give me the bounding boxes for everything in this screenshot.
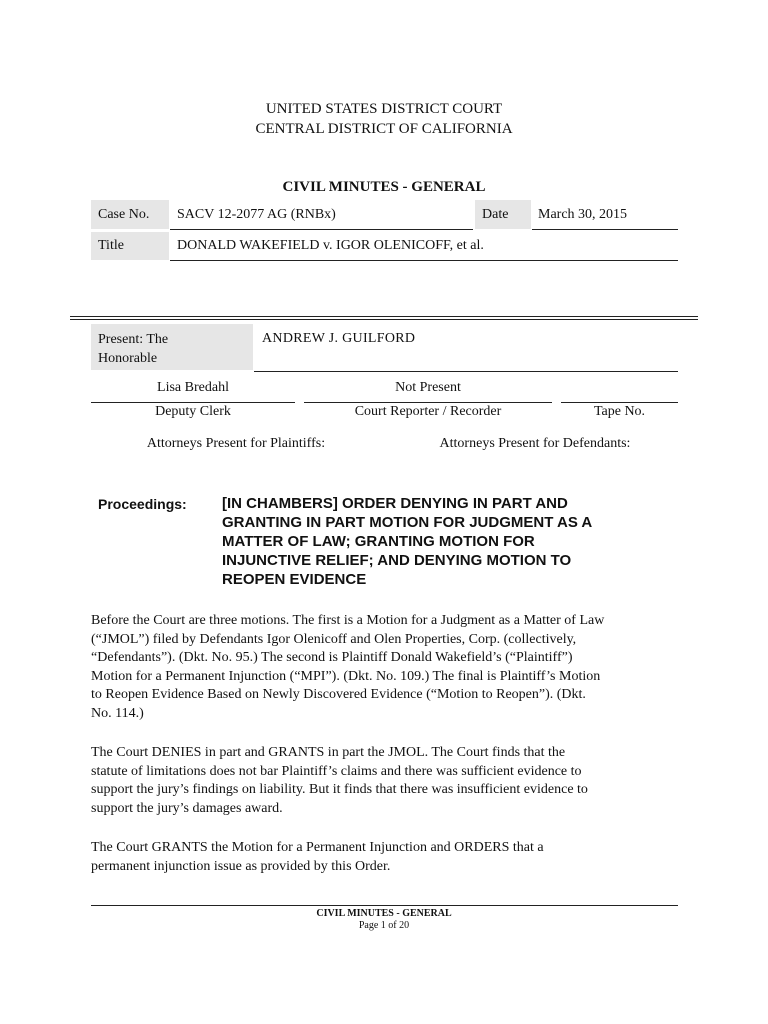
reporter-status: Not Present (395, 380, 461, 395)
footer-title: CIVIL MINUTES - GENERAL (316, 908, 452, 919)
paragraph-line: The Court GRANTS the Motion for a Permanent Injunction and ORDERS that a (91, 840, 544, 855)
paragraph-jmol (91, 744, 691, 818)
date-underline (532, 229, 678, 230)
title-underline (170, 260, 678, 261)
minutes-title: CIVIL MINUTES - GENERAL (282, 179, 486, 195)
judge-underline (254, 371, 678, 372)
clerk-underline (91, 402, 295, 403)
case-no-value: SACV 12-2077 AG (RNBx) (177, 207, 336, 222)
proceedings-text (222, 494, 682, 589)
section-divider (70, 316, 698, 320)
proceedings-line: INJUNCTIVE RELIEF; AND DENYING MOTION TO (222, 552, 572, 569)
attorneys-plaintiffs-label: Attorneys Present for Plaintiffs: (146, 436, 326, 451)
paragraph-line: “Defendants”). (Dkt. No. 95.) The second is Plaintiff Donald Wakefield’s (“Plaintiff”) (91, 650, 573, 665)
court-name-line1: UNITED STATES DISTRICT COURT (265, 101, 503, 117)
footer-rule (91, 905, 678, 906)
present-label: Present: The Honorable (98, 332, 169, 366)
case-no-underline (170, 229, 473, 230)
court-reporter-label: Court Reporter / Recorder (354, 404, 502, 419)
proceedings-line: GRANTING IN PART MOTION FOR JUDGMENT AS A (222, 514, 593, 531)
title-label-cell (91, 232, 169, 260)
present-label-cell (91, 324, 253, 370)
reporter-underline (304, 402, 552, 403)
judge-name: ANDREW J. GUILFORD (262, 331, 416, 346)
paragraph-line: permanent injunction issue as provided by this Order. (91, 858, 391, 874)
paragraph-line: Before the Court are three motions. The first is a Motion for a Judgment as a Matter of Law (91, 613, 605, 628)
date-value: March 30, 2015 (538, 207, 628, 222)
date-label-cell (475, 200, 531, 229)
deputy-clerk-label: Deputy Clerk (155, 404, 231, 419)
paragraph-line: The Court DENIES in part and GRANTS in part the JMOL. The Court finds that the (91, 745, 566, 760)
tape-no-label: Tape No. (593, 404, 646, 419)
paragraph-line: Motion for a Permanent Injunction (“MPI”). (Dkt. No. 109.) The final is Plaintiff’s Motion (91, 668, 601, 684)
title-label: Title (98, 238, 124, 253)
title-value: DONALD WAKEFIELD v. IGOR OLENICOFF, et al. (177, 238, 484, 253)
footer-page-number: Page 1 of 20 (358, 920, 410, 931)
clerk-name: Lisa Bredahl (157, 380, 229, 395)
proceedings-line: [IN CHAMBERS] ORDER DENYING IN PART AND (222, 495, 568, 512)
court-name-line2: CENTRAL DISTRICT OF CALIFORNIA (255, 121, 513, 137)
proceedings-line: REOPEN EVIDENCE (222, 571, 367, 588)
paragraph-line: support the jury’s damages award. (91, 800, 283, 816)
attorneys-defendants-label: Attorneys Present for Defendants: (439, 436, 631, 451)
paragraph-line: to Reopen Evidence Based on Newly Discovered Evidence (“Motion to Reopen”). (Dkt. (91, 687, 586, 702)
paragraph-motions (91, 612, 691, 723)
paragraph-line: No. 114.) (91, 705, 144, 721)
date-label: Date (482, 207, 509, 222)
proceedings-line: MATTER OF LAW; GRANTING MOTION FOR (222, 533, 535, 550)
proceedings-label: Proceedings: (98, 496, 187, 512)
paragraph-line: statute of limitations does not bar Plaintiff’s claims and there was sufficient evidence to (91, 763, 582, 779)
case-no-label: Case No. (98, 207, 150, 222)
paragraph-injunction (91, 839, 691, 876)
case-no-label-cell (91, 200, 169, 229)
tape-underline (561, 402, 678, 403)
paragraph-line: (“JMOL”) filed by Defendants Igor Olenicoff and Olen Properties, Corp. (collectively, (91, 631, 577, 647)
paragraph-line: support the jury’s findings on liability. But it finds that there was insufficient evidence to (91, 782, 588, 797)
